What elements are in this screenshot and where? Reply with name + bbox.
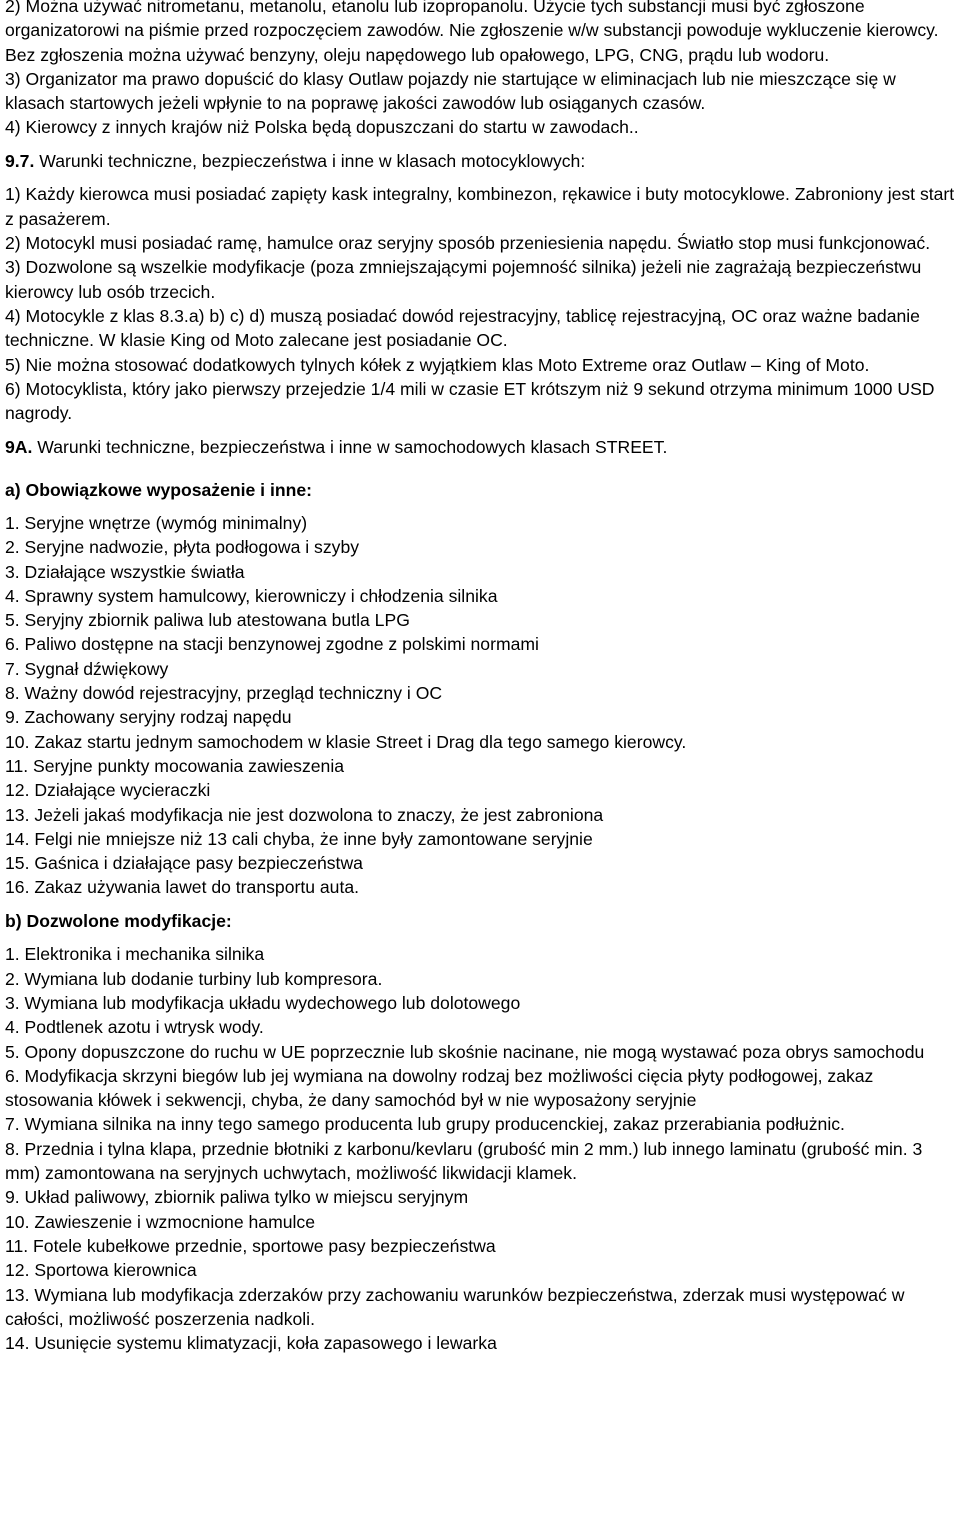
list-item: 15. Gaśnica i działające pasy bezpieczeństwa (5, 853, 363, 874)
section-9a-number: 9A. (5, 436, 33, 457)
list-item: 12. Działające wycieraczki (5, 780, 211, 801)
section-9-7-heading (5, 149, 957, 173)
section-a-list (5, 511, 957, 900)
intro-paragraph-2: 2) Można używać nitrometanu, metanolu, etanolu lub izopropanolu. Użycie tych substancji musi być zgłoszone organizatorowi na piśmie przed rozpoczęciem zawodów. Nie zgłoszenie w/w substancji powoduje wykluczenie kierowcy. Bez zgłoszenia można używać benzyny, oleju napędowego lub opałowego, LPG, CNG, prądu lub wodoru. (5, 0, 939, 65)
section-a-heading: a) Obowiązkowe wyposażenie i inne: (5, 479, 312, 500)
section-9a-heading (5, 435, 957, 459)
list-item: 5) Nie można stosować dodatkowych tylnych kółek z wyjątkiem klas Moto Extreme oraz Outlaw – King of Moto. (5, 354, 870, 375)
section-9-7-number: 9.7. (5, 150, 35, 171)
list-item: 16. Zakaz używania lawet do transportu auta. (5, 877, 360, 898)
intro-paragraph-3: 3) Organizator ma prawo dopuścić do klasy Outlaw pojazdy nie startujące w eliminacjach lub nie mieszczące się w klasach startowych jeżeli wpłynie to na poprawę jakości zawodów lub osiąganych czasów. (5, 68, 896, 114)
list-item: 1) Każdy kierowca musi posiadać zapięty kask integralny, kombinezon, rękawice i buty motocyklowe. Zabroniony jest start z pasażerem. (5, 184, 955, 229)
list-item: 3. Wymiana lub modyfikacja układu wydechowego lub dolotowego (5, 993, 521, 1013)
list-item: 1. Elektronika i mechanika silnika (5, 944, 265, 965)
list-item: 4. Sprawny system hamulcowy, kierowniczy i chłodzenia silnika (5, 585, 498, 606)
list-item: 2. Seryjne nadwozie, płyta podłogowa i szyby (5, 537, 360, 558)
section-b-list (5, 942, 957, 1355)
list-item: 9. Zachowany seryjny rodzaj napędu (5, 707, 292, 728)
list-item: 8. Ważny dowód rejestracyjny, przegląd techniczny i OC (5, 683, 443, 704)
list-item: 9. Układ paliwowy, zbiornik paliwa tylko w miejscu seryjnym (5, 1187, 469, 1208)
list-item: 8. Przednia i tylna klapa, przednie błotniki z karbonu/kevlaru (grubość min 2 mm.) lub innego laminatu (grubość min. 3 mm) zamontowana na seryjnych uchwytach, możliwość likwidacji klamek. (5, 1138, 923, 1184)
list-item: 4. Podtlenek azotu i wtrysk wody. (5, 1017, 264, 1038)
list-item: 6) Motocyklista, który jako pierwszy przejedzie 1/4 mili w czasie ET krótszym niż 9 sekund otrzyma minimum 1000 USD nagrody. (5, 378, 935, 424)
list-item: 5. Opony dopuszczone do ruchu w UE poprzecznie lub skośnie nacinane, nie mogą wystawać poza obrys samochodu (5, 1041, 925, 1062)
list-item: 1. Seryjne wnętrze (wymóg minimalny) (5, 512, 308, 533)
list-item: 14. Usunięcie systemu klimatyzacji, koła zapasowego i lewarka (5, 1333, 497, 1354)
list-item: 11. Seryjne punkty mocowania zawieszenia (5, 755, 345, 776)
list-item: 12. Sportowa kierownica (5, 1260, 197, 1281)
intro-paragraph-4: 4) Kierowcy z innych krajów niż Polska będą dopuszczani do startu w zawodach.. (5, 117, 639, 138)
list-item: 7. Wymiana silnika na inny tego samego producenta lub grupy producenckiej, zakaz przerabiania podłużnic. (5, 1114, 845, 1135)
list-item: 6. Paliwo dostępne na stacji benzynowej zgodne z polskimi normami (5, 634, 539, 655)
list-item: 3) Dozwolone są wszelkie modyfikacje (poza zmniejszającymi pojemność silnika) jeżeli nie zagrażają bezpieczeństwu kierowcy lub osób trzecich. (5, 257, 922, 302)
list-item: 10. Zakaz startu jednym samochodem w klasie Street i Drag dla tego samego kierowcy. (5, 731, 687, 752)
list-item: 13. Wymiana lub modyfikacja zderzaków przy zachowaniu warunków bezpieczeństwa, zderzak musi występować w całości, możliwość poszerzenia nadkoli. (5, 1284, 905, 1329)
list-item: 10. Zawieszenie i wzmocnione hamulce (5, 1211, 315, 1232)
section-9-7-list (5, 182, 957, 425)
section-b-heading: b) Dozwolone modyfikacje: (5, 910, 232, 931)
list-item: 5. Seryjny zbiornik paliwa lub atestowana butla LPG (5, 610, 410, 631)
list-item: 4) Motocykle z klas 8.3.a) b) c) d) muszą posiadać dowód rejestracyjny, tablicę rejestracyjną, OC oraz ważne badanie techniczne. W klasie King od Moto zalecane jest posiadanie OC. (5, 305, 920, 351)
list-item: 2. Wymiana lub dodanie turbiny lub kompresora. (5, 968, 383, 989)
document-page (5, 0, 957, 1355)
section-9a-title: Warunki techniczne, bezpieczeństwa i inne w samochodowych klasach STREET. (32, 436, 668, 457)
list-item: 11. Fotele kubełkowe przednie, sportowe pasy bezpieczeństwa (5, 1235, 496, 1256)
list-item: 14. Felgi nie mniejsze niż 13 cali chyba, że inne były zamontowane seryjnie (5, 828, 593, 849)
list-item: 2) Motocykl musi posiadać ramę, hamulce oraz seryjny sposób przeniesienia napędu. Światło stop musi funkcjonować. (5, 233, 931, 254)
list-item: 13. Jeżeli jakaś modyfikacja nie jest dozwolona to znaczy, że jest zabroniona (5, 804, 604, 825)
list-item: 3. Działające wszystkie światła (5, 561, 245, 582)
list-item: 7. Sygnał dźwiękowy (5, 658, 169, 679)
list-item: 6. Modyfikacja skrzyni biegów lub jej wymiana na dowolny rodzaj bez możliwości cięcia płyty podłogowej, zakaz stosowania kłówek i sekwencji, chyba, że dany samochód był w nie wyposażony seryjnie (5, 1065, 874, 1111)
section-9-7-title: Warunki techniczne, bezpieczeństwa i inne w klasach motocyklowych: (34, 150, 586, 171)
